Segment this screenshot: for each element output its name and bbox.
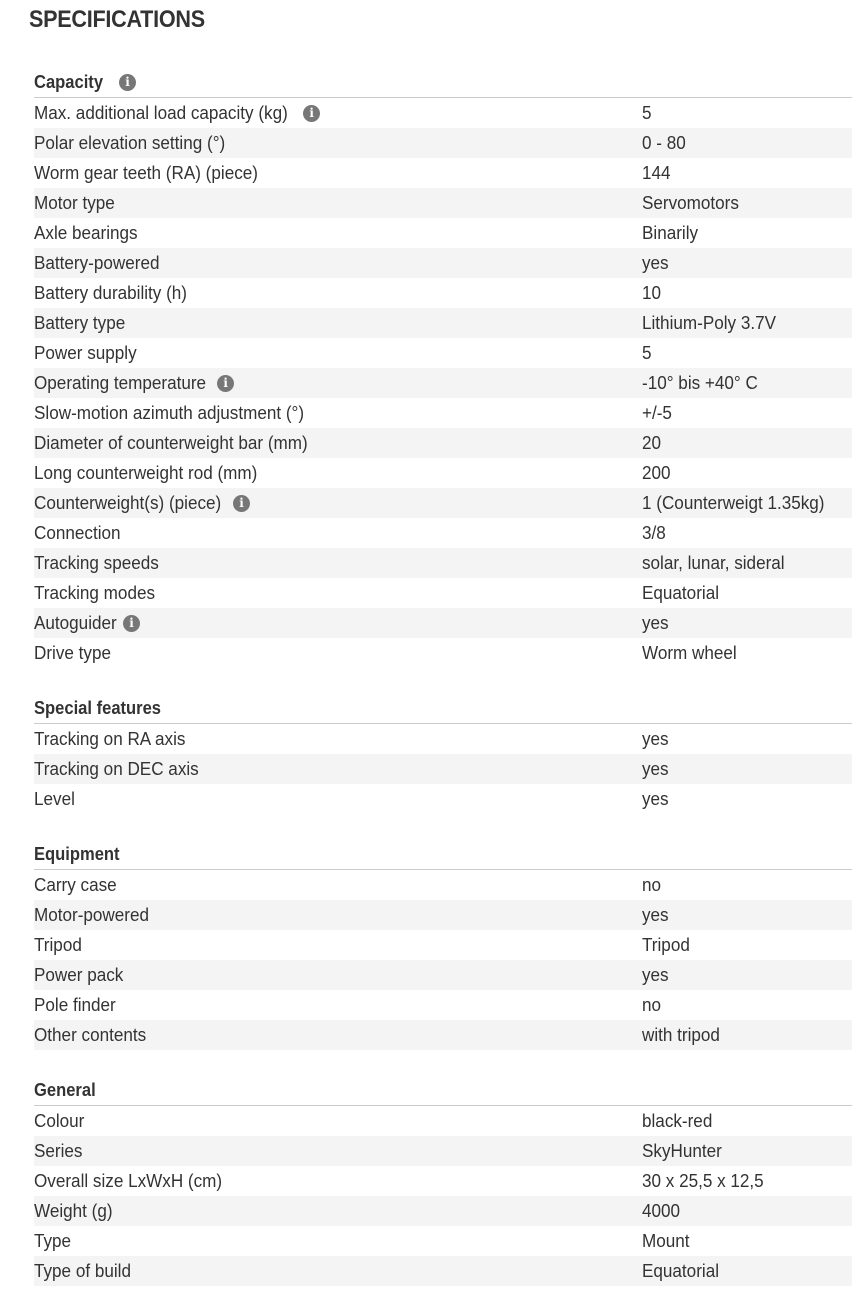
spec-label-text: Colour — [34, 1110, 85, 1131]
spec-value — [642, 613, 852, 634]
spec-label — [34, 193, 642, 214]
spec-row — [34, 518, 852, 548]
spec-value — [642, 493, 852, 514]
spec-label — [34, 1111, 642, 1132]
spec-value — [642, 789, 852, 810]
spec-row — [34, 398, 852, 428]
spec-row — [34, 548, 852, 578]
spec-row — [34, 158, 852, 188]
spec-label — [34, 1171, 642, 1192]
spec-row — [34, 98, 852, 128]
spec-label-text: Other contents — [34, 1024, 147, 1045]
spec-label-text: Tracking on RA axis — [34, 728, 186, 749]
spec-row — [34, 128, 852, 158]
spec-value-text: Lithium-Poly 3.7V — [642, 312, 777, 333]
spec-value — [642, 403, 852, 424]
spec-label — [34, 403, 642, 424]
spec-label — [34, 995, 642, 1016]
spec-label-text: Battery-powered — [34, 252, 160, 273]
spec-label — [34, 313, 642, 334]
spec-label-text: Slow-motion azimuth adjustment (°) — [34, 402, 305, 423]
spec-row — [34, 870, 852, 900]
spec-value-text: Tripod — [642, 934, 690, 955]
spec-value — [642, 253, 852, 274]
spec-label — [34, 433, 642, 454]
spec-value — [642, 223, 852, 244]
spec-value-text: -10° bis +40° C — [642, 372, 758, 393]
spec-value-text: 5 — [642, 342, 652, 363]
spec-value-text: 200 — [642, 462, 671, 483]
spec-row — [34, 338, 852, 368]
spec-label — [34, 283, 642, 304]
spec-value-text: 0 - 80 — [642, 132, 686, 153]
spec-row — [34, 754, 852, 784]
spec-label — [34, 729, 642, 750]
spec-value — [642, 935, 852, 956]
spec-label — [34, 493, 642, 514]
spec-label-text: Power supply — [34, 342, 137, 363]
spec-value — [642, 1201, 852, 1222]
spec-label — [34, 875, 642, 896]
spec-row — [34, 784, 852, 814]
spec-label — [34, 905, 642, 926]
spec-label-text: Level — [34, 788, 75, 809]
spec-label-text: Operating temperature — [34, 372, 207, 393]
info-icon[interactable]: i — [303, 105, 320, 122]
spec-label — [34, 789, 642, 810]
spec-label-text: Autoguider — [34, 612, 117, 633]
spec-row — [34, 608, 852, 638]
spec-label — [34, 1025, 642, 1046]
spec-label — [34, 1141, 642, 1162]
spec-label-text: Type of build — [34, 1260, 131, 1281]
spec-row — [34, 1020, 852, 1050]
section-title: Capacity — [34, 71, 104, 92]
spec-label-text: Drive type — [34, 642, 111, 663]
spec-value-text: Worm wheel — [642, 642, 737, 663]
spec-row — [34, 1256, 852, 1286]
spec-row — [34, 308, 852, 338]
spec-value-text: Servomotors — [642, 192, 739, 213]
spec-label-text: Diameter of counterweight bar (mm) — [34, 432, 308, 453]
spec-label-text: Worm gear teeth (RA) (piece) — [34, 162, 258, 183]
spec-value-text: yes — [642, 788, 669, 809]
spec-row — [34, 218, 852, 248]
spec-label — [34, 553, 642, 574]
spec-section-general — [34, 1073, 852, 1286]
spec-value — [642, 759, 852, 780]
spec-value — [642, 193, 852, 214]
spec-value-text: no — [642, 994, 662, 1015]
spec-value-text: 30 x 25,5 x 12,5 — [642, 1170, 764, 1191]
section-header — [34, 691, 852, 724]
spec-value-text: 4000 — [642, 1200, 681, 1221]
spec-value-text: +/-5 — [642, 402, 672, 423]
spec-value-text: yes — [642, 728, 669, 749]
spec-value-text: 1 (Counterweigt 1.35kg) — [642, 492, 825, 513]
spec-row — [34, 724, 852, 754]
spec-row — [34, 900, 852, 930]
spec-value-text: yes — [642, 612, 669, 633]
spec-label-text: Pole finder — [34, 994, 116, 1015]
spec-value — [642, 523, 852, 544]
spec-value-text: Mount — [642, 1230, 690, 1251]
spec-label — [34, 935, 642, 956]
spec-value — [642, 313, 852, 334]
spec-value — [642, 283, 852, 304]
spec-row — [34, 278, 852, 308]
spec-section-special-features — [34, 691, 852, 814]
spec-row — [34, 1106, 852, 1136]
spec-row — [34, 188, 852, 218]
spec-value — [642, 995, 852, 1016]
spec-label — [34, 253, 642, 274]
spec-label-text: Power pack — [34, 964, 124, 985]
section-title: General — [34, 1079, 96, 1100]
spec-value — [642, 1141, 852, 1162]
spec-value-text: yes — [642, 964, 669, 985]
spec-row — [34, 1196, 852, 1226]
spec-value-text: Equatorial — [642, 1260, 720, 1281]
spec-label-text: Tracking speeds — [34, 552, 159, 573]
spec-label — [34, 583, 642, 604]
spec-label-text: Series — [34, 1140, 83, 1161]
section-title: Equipment — [34, 843, 120, 864]
spec-value-text: 144 — [642, 162, 671, 183]
spec-value — [642, 373, 852, 394]
spec-value — [642, 583, 852, 604]
spec-row — [34, 1166, 852, 1196]
spec-label-text: Tripod — [34, 934, 82, 955]
spec-value-text: no — [642, 874, 662, 895]
spec-value — [642, 1025, 852, 1046]
spec-value — [642, 433, 852, 454]
spec-label — [34, 133, 642, 154]
spec-value — [642, 1171, 852, 1192]
spec-label-text: Connection — [34, 522, 121, 543]
spec-row — [34, 930, 852, 960]
info-icon[interactable]: i — [233, 495, 250, 512]
spec-value — [642, 1261, 852, 1282]
spec-value — [642, 643, 852, 664]
spec-label — [34, 1231, 642, 1252]
spec-label-text: Motor type — [34, 192, 115, 213]
spec-row — [34, 1136, 852, 1166]
spec-value-text: black-red — [642, 1110, 713, 1131]
spec-label-text: Overall size LxWxH (cm) — [34, 1170, 223, 1191]
spec-label — [34, 343, 642, 364]
spec-value — [642, 463, 852, 484]
spec-section-equipment — [34, 837, 852, 1050]
spec-label-text: Max. additional load capacity (kg) — [34, 102, 288, 123]
spec-label — [34, 965, 642, 986]
spec-value-text: SkyHunter — [642, 1140, 722, 1161]
spec-value — [642, 875, 852, 896]
spec-label-text: Battery type — [34, 312, 126, 333]
spec-row — [34, 578, 852, 608]
spec-row — [34, 1226, 852, 1256]
spec-value — [642, 343, 852, 364]
spec-label — [34, 103, 642, 124]
spec-value — [642, 553, 852, 574]
spec-value — [642, 103, 852, 124]
spec-row — [34, 990, 852, 1020]
spec-value-text: Equatorial — [642, 582, 720, 603]
spec-value-text: yes — [642, 252, 669, 273]
spec-value-text: solar, lunar, sideral — [642, 552, 785, 573]
spec-label-text: Long counterweight rod (mm) — [34, 462, 258, 483]
section-title: Special features — [34, 697, 162, 718]
spec-label — [34, 523, 642, 544]
spec-label — [34, 759, 642, 780]
spec-label — [34, 1201, 642, 1222]
spec-row — [34, 638, 852, 668]
info-icon[interactable]: i — [123, 615, 140, 632]
spec-section-capacity — [34, 65, 852, 668]
spec-value-text: 10 — [642, 282, 662, 303]
spec-label — [34, 1261, 642, 1282]
spec-value-text: yes — [642, 904, 669, 925]
spec-label-text: Weight (g) — [34, 1200, 113, 1221]
spec-label-text: Axle bearings — [34, 222, 138, 243]
section-header — [34, 837, 852, 870]
spec-label — [34, 613, 642, 634]
spec-value — [642, 905, 852, 926]
page-title: SPECIFICATIONS — [29, 6, 205, 33]
spec-label-text: Tracking modes — [34, 582, 156, 603]
section-header — [34, 1073, 852, 1106]
spec-label-text: Polar elevation setting (°) — [34, 132, 226, 153]
spec-value — [642, 163, 852, 184]
spec-label — [34, 223, 642, 244]
spec-label — [34, 163, 642, 184]
spec-label-text: Carry case — [34, 874, 117, 895]
spec-row — [34, 428, 852, 458]
spec-value-text: 5 — [642, 102, 652, 123]
spec-value — [642, 965, 852, 986]
spec-row — [34, 248, 852, 278]
spec-value-text: 20 — [642, 432, 662, 453]
spec-value — [642, 133, 852, 154]
spec-value — [642, 729, 852, 750]
spec-value-text: with tripod — [642, 1024, 720, 1045]
spec-row — [34, 458, 852, 488]
spec-label — [34, 463, 642, 484]
spec-value-text: 3/8 — [642, 522, 666, 543]
section-header — [34, 65, 852, 98]
spec-label-text: Type — [34, 1230, 72, 1251]
spec-label — [34, 373, 642, 394]
spec-label-text: Motor-powered — [34, 904, 150, 925]
spec-value-text: yes — [642, 758, 669, 779]
spec-value — [642, 1111, 852, 1132]
spec-row — [34, 368, 852, 398]
spec-label — [34, 643, 642, 664]
spec-label-text: Tracking on DEC axis — [34, 758, 199, 779]
spec-label-text: Battery durability (h) — [34, 282, 188, 303]
spec-value-text: Binarily — [642, 222, 699, 243]
spec-value — [642, 1231, 852, 1252]
spec-label-text: Counterweight(s) (piece) — [34, 492, 222, 513]
spec-row — [34, 960, 852, 990]
info-icon[interactable]: i — [119, 74, 136, 91]
info-icon[interactable]: i — [217, 375, 234, 392]
spec-row — [34, 488, 852, 518]
